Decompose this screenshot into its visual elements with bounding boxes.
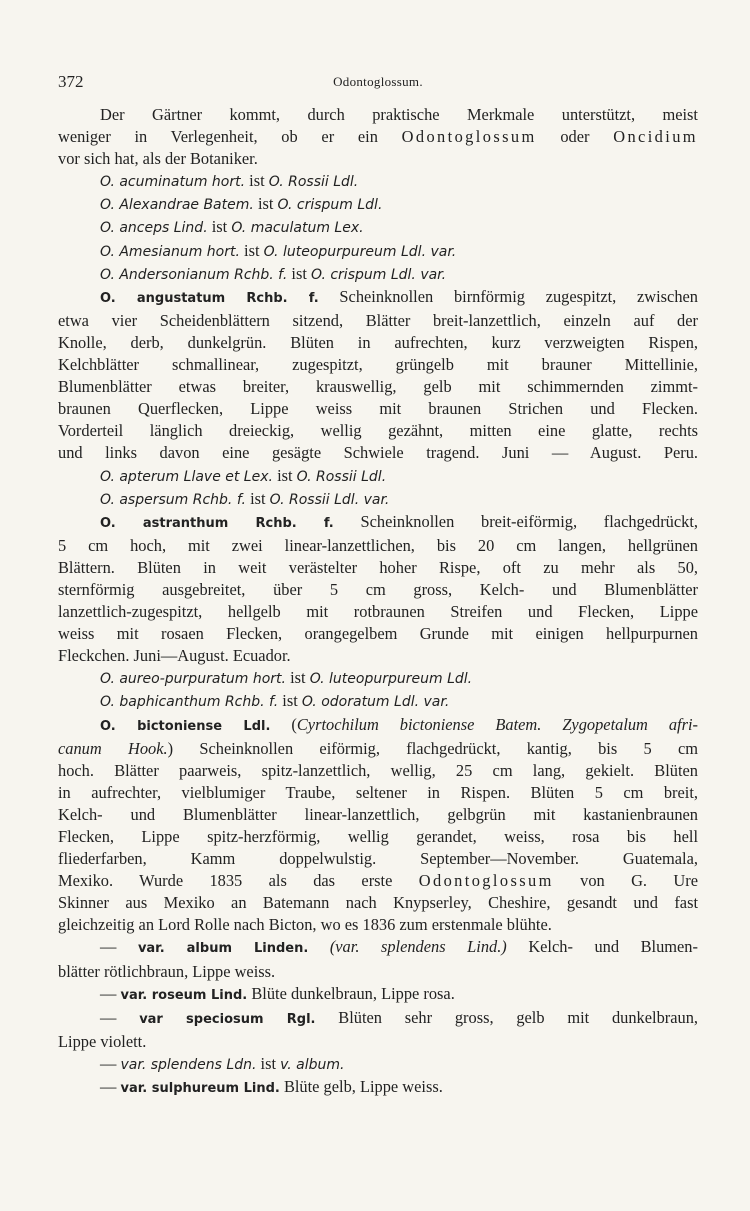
- synonym-entry: [58, 465, 698, 488]
- synonym-entry: [58, 240, 698, 263]
- text-line: [58, 738, 698, 760]
- synonym-name: O. aspersum Rchb. f.: [100, 491, 246, 508]
- accepted-name: O. luteopurpureum Ldl.: [309, 671, 473, 688]
- text-line: [58, 1053, 698, 1076]
- synonym-name: Cyrtochilum bictoniense Batem.: [296, 714, 542, 734]
- species-name: O. astranthum Rchb. f.: [100, 515, 334, 531]
- accepted-name: O. maculatum Lex.: [231, 220, 364, 237]
- synonym-name: O. anceps Lind.: [100, 220, 208, 237]
- text-fragment: Kelch- und Blumen-: [528, 937, 698, 957]
- synonym-entry: [58, 193, 698, 216]
- synonym-entry: [58, 170, 698, 193]
- synonym-connector: ist: [253, 194, 278, 214]
- synonym-connector: ist: [272, 465, 297, 485]
- text-line: Lippe violett.: [58, 1031, 147, 1051]
- text-line: weiss mit rosaen Flecken, orangegelbem Grunde mit einigen hellpurpurnen: [58, 624, 698, 644]
- variety-entry-speciosum: [58, 1007, 698, 1053]
- text-line: [58, 983, 698, 1007]
- synonym-name: O. Andersonianum Rchb. f.: [100, 266, 288, 283]
- text-line: Kelchblätter schmallinear, zugespitzt, grüngelb mit brauner Mittellinie,: [58, 355, 698, 375]
- text-fragment: Scheinknollen eiförmig, flachgedrückt, kantig, bis 5 cm: [199, 738, 698, 758]
- synonym-name: O. apterum Llave et Lex.: [100, 468, 273, 485]
- synonym-connector: ist: [239, 240, 264, 260]
- text-line: Vorderteil länglich dreieckig, wellig gezähnt, mitten eine glatte, rechts: [58, 421, 698, 441]
- synonym-connector: ist: [245, 171, 269, 191]
- species-name: O. bictoniense Ldl.: [100, 718, 271, 734]
- text-line: [58, 936, 698, 960]
- variety-name: var. roseum Lind.: [120, 987, 248, 1003]
- text-line: Der Gärtner kommt, durch praktische Merkmale unterstützt, meist: [100, 105, 698, 124]
- variety-entry-roseum: [58, 983, 698, 1007]
- dash: —: [100, 983, 121, 1003]
- text-line: [58, 286, 698, 310]
- genus-name: Oncidium: [613, 127, 698, 147]
- page-header: [58, 72, 698, 96]
- text-line: [58, 1007, 698, 1031]
- text-line: in aufrechter, vielblumiger Traube, seltener in Rispen. Blüten 5 cm breit,: [58, 782, 698, 802]
- text-line: Kelch- und Blumenblätter linear-lanzettlich, gelbgrün mit kastanienbraunen: [58, 804, 698, 824]
- dash: —: [100, 1053, 121, 1073]
- text-fragment: Blüte gelb, Lippe weiss.: [283, 1077, 443, 1097]
- accepted-name: O. luteopurpureum Ldl. var.: [263, 243, 457, 260]
- synonym-name: (var. splendens Lind.): [329, 937, 507, 957]
- text-line: braunen Querflecken, Lippe weiss mit braunen Strichen und Flecken.: [58, 399, 698, 419]
- text-fragment: Scheinknollen birnförmig zugespitzt, zwischen: [339, 286, 698, 306]
- text-fragment: oder: [560, 127, 590, 147]
- text-line: [58, 511, 698, 535]
- intro-paragraph: [58, 104, 698, 170]
- synonym-connector: ist: [256, 1053, 281, 1073]
- accepted-name: O. Rossii Ldl.: [296, 468, 387, 485]
- synonym-entry: [58, 263, 698, 286]
- genus-name: Odontoglossum: [401, 127, 537, 147]
- synonym-list: [58, 465, 698, 511]
- synonym-list: [58, 667, 698, 713]
- variety-name: var. album Linden.: [137, 941, 309, 957]
- synonym-name: O. aureo-purpuratum hort.: [100, 671, 286, 688]
- species-entry-bictoniense: [58, 714, 698, 937]
- text-line: Blättern. Blüten in weit verästelter hoher Rispe, oft zu mehr als 50,: [58, 557, 698, 577]
- accepted-name: O. Rossii Ldl.: [268, 174, 359, 191]
- variety-name: var. sulphureum Lind.: [120, 1081, 280, 1097]
- text-line: hoch. Blätter paarweis, spitz-lanzettlich, wellig, 25 cm lang, gekielt. Blüten: [58, 760, 698, 780]
- synonym-connector: ist: [287, 263, 311, 283]
- variety-list: [58, 936, 698, 1100]
- synonym-entry: [58, 690, 698, 713]
- species-name: O. angustatum Rchb. f.: [100, 290, 319, 306]
- running-title: Odontoglossum.: [333, 74, 423, 89]
- synonym-name: O. Amesianum hort.: [100, 243, 240, 260]
- text-fragment: Mexiko. Wurde 1835 als das erste: [58, 871, 393, 891]
- variety-name: var. splendens Ldn.: [120, 1056, 257, 1073]
- synonym-entry: [58, 667, 698, 690]
- text-fragment: weniger in Verlegenheit, ob er ein: [58, 127, 378, 147]
- text-line: sternförmig ausgebreitet, über 5 cm gross, Kelch- und Blumenblätter: [58, 579, 698, 599]
- text-line: [58, 870, 698, 892]
- text-line: gleichzeitig an Lord Rolle nach Bicton, wo es 1836 zum erstenmale blühte.: [58, 915, 552, 935]
- text-line: lanzettlich-zugespitzt, hellgelb mit rotbraunen Streifen und Flecken, Lippe: [58, 602, 698, 622]
- text-line: blätter rötlichbraun, Lippe weiss.: [58, 961, 276, 981]
- synonym-list: [58, 170, 698, 285]
- text-fragment: (: [291, 714, 297, 734]
- text-line: fliederfarben, Kamm doppelwulstig. September—November. Guatemala,: [58, 849, 698, 869]
- text-line: Skinner aus Mexiko an Batemann nach Knypserley, Cheshire, gesandt und fast: [58, 893, 698, 913]
- dash: —: [100, 1007, 140, 1027]
- accepted-name: v. album.: [280, 1056, 345, 1073]
- text-fragment: Scheinknollen breit-eiförmig, flachgedrückt,: [360, 511, 698, 531]
- synonym-name: O. acuminatum hort.: [100, 174, 246, 191]
- text-line: Blumenblätter etwas breiter, krauswellig, gelb mit schimmernden zimmt-: [58, 377, 698, 397]
- text-line: [58, 714, 698, 738]
- text-line: [58, 1076, 698, 1100]
- synonym-connector: ist: [278, 691, 302, 711]
- synonym-name: O. baphicanthum Rchb. f.: [100, 694, 279, 711]
- text-fragment: Blüten sehr gross, gelb mit dunkelbraun,: [338, 1007, 698, 1027]
- variety-entry-splendens: [58, 1053, 698, 1076]
- text-fragment: von G. Ure: [580, 871, 698, 891]
- synonym-name: O. Alexandrae Batem.: [100, 197, 254, 214]
- synonym-entry: [58, 488, 698, 511]
- text-line: Fleckchen. Juni—August. Ecuador.: [58, 646, 291, 666]
- synonym-connector: ist: [245, 488, 270, 508]
- page-number: 372: [58, 72, 84, 91]
- accepted-name: O. crispum Ldl.: [277, 197, 383, 214]
- synonym-connector: ist: [207, 217, 232, 237]
- genus-name: Odontoglossum: [418, 871, 554, 891]
- page-body: [58, 104, 698, 1100]
- synonym-name: Zygopetalum afri-: [562, 714, 698, 734]
- species-entry-angustatum: [58, 286, 698, 465]
- variety-entry-album: [58, 936, 698, 982]
- accepted-name: O. odoratum Ldl. var.: [301, 694, 450, 711]
- text-line: Flecken, Lippe spitz-herzförmig, wellig gerandet, weiss, rosa bis hell: [58, 827, 698, 846]
- dash: —: [100, 937, 138, 957]
- dash: —: [100, 1077, 121, 1097]
- text-line: [58, 126, 698, 148]
- synonym-name: canum Hook.: [58, 738, 168, 758]
- text-line: 5 cm hoch, mit zwei linear-lanzettlichen, bis 20 cm langen, hellgrünen: [58, 535, 698, 555]
- variety-name: var speciosum Rgl.: [139, 1011, 316, 1027]
- synonym-entry: [58, 216, 698, 239]
- synonym-connector: ist: [286, 668, 310, 688]
- accepted-name: O. Rossii Ldl. var.: [269, 491, 390, 508]
- text-line: etwa vier Scheidenblättern sitzend, Blätter breit-lanzettlich, einzeln auf der: [58, 310, 698, 330]
- text-line: Knolle, derb, dunkelgrün. Blüten in aufrechten, kurz verzweigten Rispen,: [58, 332, 698, 352]
- text-fragment: ): [167, 738, 174, 758]
- variety-entry-sulphureum: [58, 1076, 698, 1100]
- text-line: und links davon eine gesägte Schwiele tragend. Juni — August. Peru.: [58, 443, 698, 463]
- species-entry-astranthum: [58, 511, 698, 668]
- accepted-name: O. crispum Ldl. var.: [311, 266, 447, 283]
- text-line: vor sich hat, als der Botaniker.: [58, 149, 258, 169]
- text-fragment: Blüte dunkelbraun, Lippe rosa.: [251, 983, 455, 1003]
